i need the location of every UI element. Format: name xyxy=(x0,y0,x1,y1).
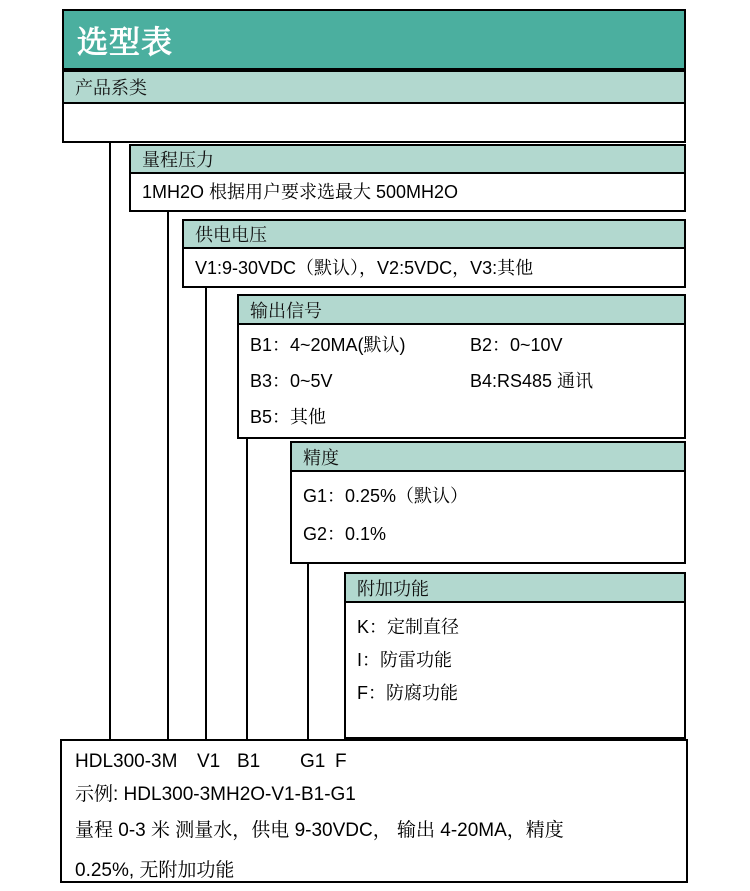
connector-line-series xyxy=(109,143,111,739)
example-token-model: HDL300-3M xyxy=(75,751,178,772)
output-option-b5: B5：其他 xyxy=(250,407,327,427)
section-content-range-pressure: 1MH2O 根据用户要求选最大 500MH2O xyxy=(142,182,459,202)
section-header-range-pressure: 量程压力 xyxy=(131,146,684,174)
output-option-b1: B1：4~20MA(默认) xyxy=(250,335,406,355)
example-model-code: 示例: HDL300-3MH2O-V1-B1-G1 xyxy=(75,784,356,805)
connector-line-accuracy xyxy=(307,564,309,739)
section-header-output-signal: 输出信号 xyxy=(239,296,684,325)
connector-line-range xyxy=(167,212,169,739)
addon-option-i: I：防雷功能 xyxy=(357,649,453,670)
section-product-series xyxy=(62,70,686,143)
page-title: 选型表 xyxy=(77,25,173,60)
section-content-accuracy xyxy=(292,472,684,552)
example-token-accuracy: G1 xyxy=(300,751,326,772)
connector-line-output xyxy=(246,439,248,739)
output-option-b3: B3：0~5V xyxy=(250,371,333,391)
example-description-line1: 量程 0-3 米 测量水，供电 9-30VDC， 输出 4-20MA，精度 xyxy=(75,820,564,841)
section-range-pressure xyxy=(129,144,686,212)
section-supply-voltage xyxy=(182,219,686,288)
output-option-row xyxy=(250,362,684,398)
accuracy-option-g1: G1：0.25%（默认） xyxy=(303,486,469,506)
example-token-addon: F xyxy=(335,751,347,772)
example-section xyxy=(60,739,688,883)
section-output-signal xyxy=(237,294,686,439)
output-option-row xyxy=(250,326,684,362)
section-header-additional-functions: 附加功能 xyxy=(346,574,684,603)
section-content-additional-functions xyxy=(346,603,684,708)
example-description-line2: 0.25%, 无附加功能 xyxy=(75,860,235,881)
output-option-row xyxy=(250,398,684,434)
connector-line-supply xyxy=(205,288,207,739)
section-header-supply-voltage: 供电电压 xyxy=(184,221,684,249)
section-additional-functions xyxy=(344,572,686,739)
output-option-b4: B4:RS485 通讯 xyxy=(470,371,594,391)
example-token-supply: V1 xyxy=(197,751,221,772)
section-content-product-series xyxy=(64,104,684,139)
section-content-supply-voltage: V1:9-30VDC（默认），V2:5VDC，V3:其他 xyxy=(195,257,534,278)
addon-option-k: K：定制直径 xyxy=(357,616,460,637)
example-token-output: B1 xyxy=(237,751,261,772)
accuracy-option-g2: G2：0.1% xyxy=(303,524,387,544)
addon-option-f: F：防腐功能 xyxy=(357,682,458,703)
section-content-output-signal xyxy=(239,325,684,435)
section-header-product-series: 产品系类 xyxy=(64,72,684,104)
section-header-accuracy: 精度 xyxy=(292,443,684,472)
page-title-bar xyxy=(62,9,686,70)
output-option-b2: B2：0~10V xyxy=(470,335,563,355)
section-accuracy xyxy=(290,441,686,564)
